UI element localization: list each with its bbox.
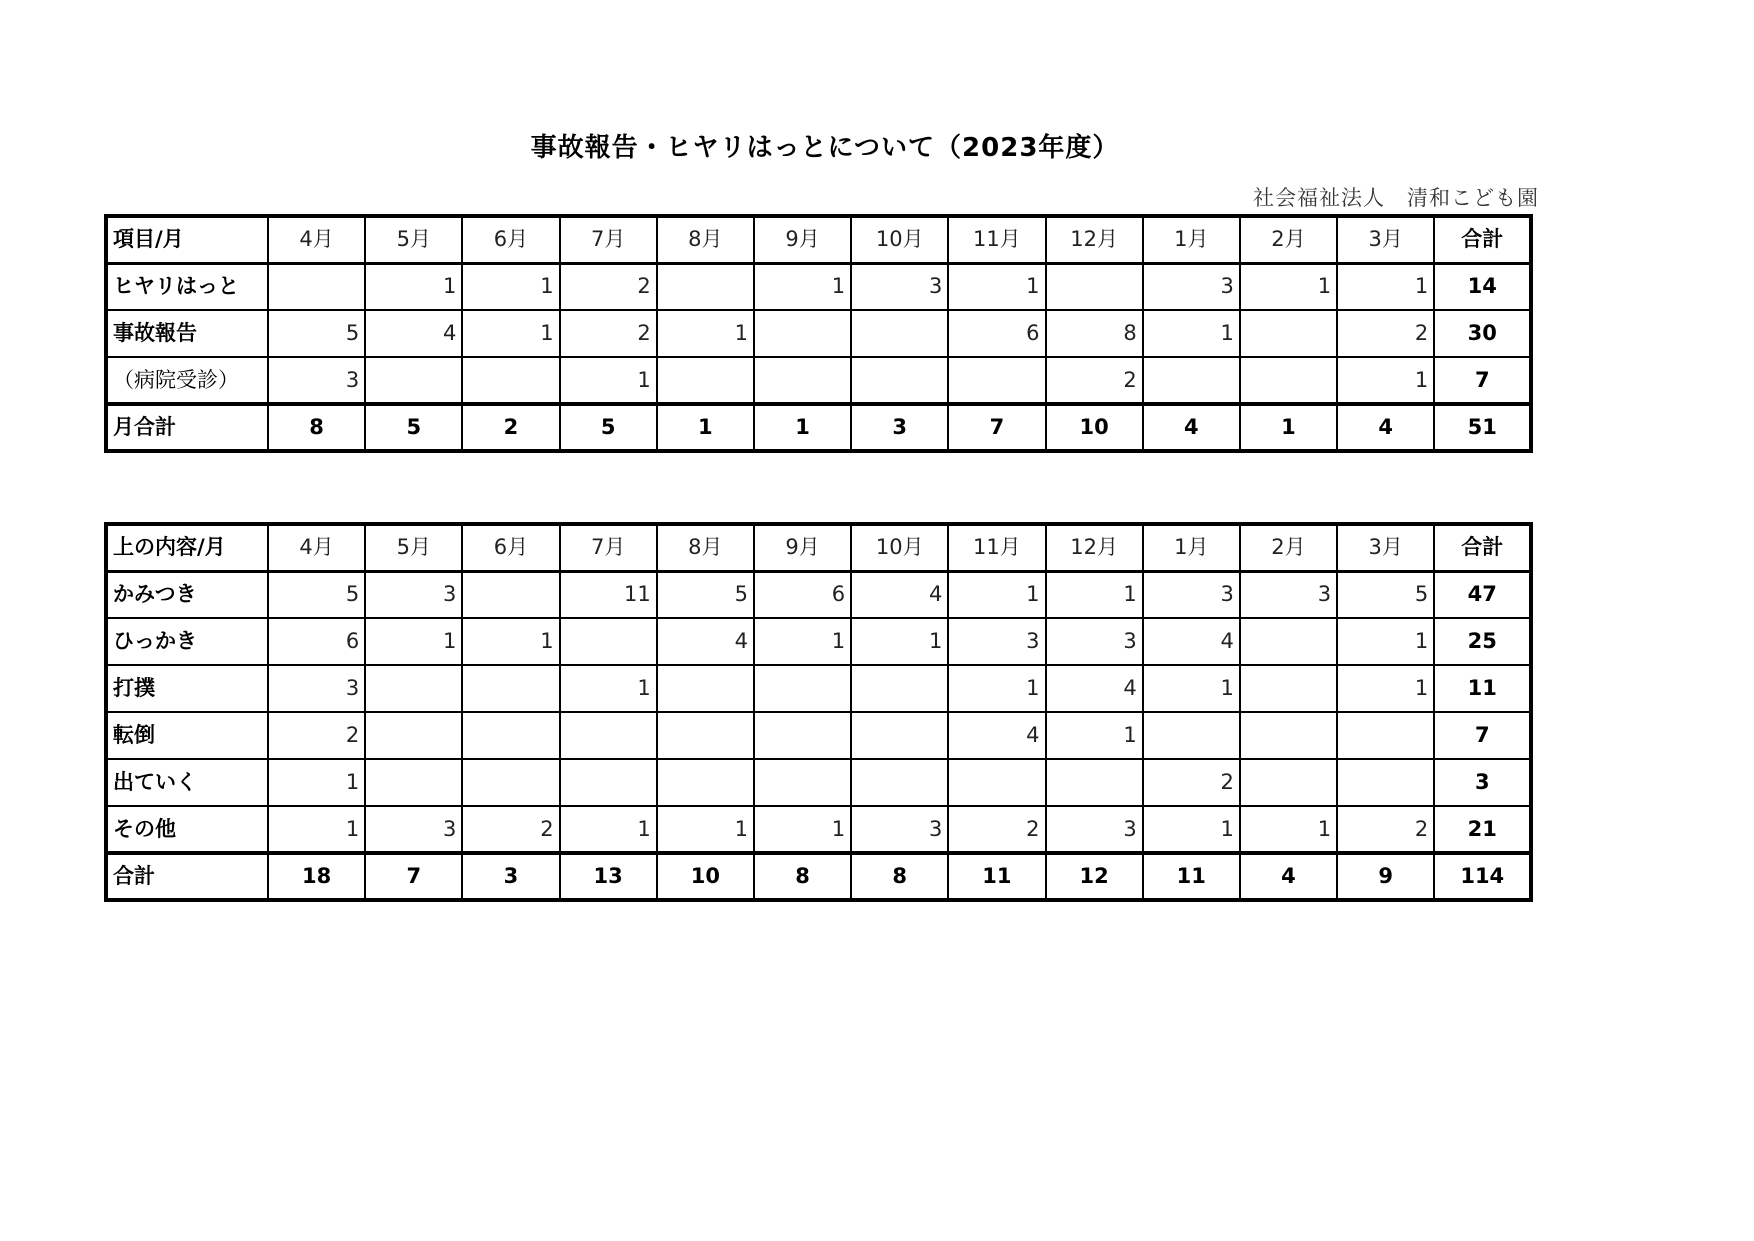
month-header-cell: 7月 — [560, 524, 657, 571]
value-cell — [365, 759, 462, 806]
header-label-cell: 項目/月 — [106, 216, 268, 263]
month-total-cell: 7 — [365, 853, 462, 900]
value-cell: 3 — [1240, 571, 1337, 618]
table-row — [106, 806, 1531, 853]
row-total-cell: 47 — [1434, 571, 1531, 618]
value-cell — [851, 310, 948, 357]
month-total-cell: 1 — [754, 404, 851, 451]
value-cell: 1 — [365, 263, 462, 310]
incident-detail-table — [104, 522, 1533, 902]
value-cell — [657, 263, 754, 310]
value-cell — [851, 759, 948, 806]
row-label-cell: かみつき — [106, 571, 268, 618]
value-cell — [851, 665, 948, 712]
sum-header-cell: 合計 — [1434, 524, 1531, 571]
value-cell — [1337, 759, 1434, 806]
value-cell — [1046, 263, 1143, 310]
month-header-cell: 9月 — [754, 216, 851, 263]
month-header-cell: 7月 — [560, 216, 657, 263]
value-cell: 4 — [851, 571, 948, 618]
sum-header-cell: 合計 — [1434, 216, 1531, 263]
month-total-cell: 12 — [1046, 853, 1143, 900]
value-cell: 2 — [1143, 759, 1240, 806]
table-row — [106, 263, 1531, 310]
month-header-cell: 6月 — [462, 524, 559, 571]
value-cell: 3 — [365, 806, 462, 853]
month-header-cell: 10月 — [851, 524, 948, 571]
value-cell: 1 — [1240, 806, 1337, 853]
value-cell: 2 — [268, 712, 365, 759]
month-total-cell: 13 — [560, 853, 657, 900]
row-total-cell: 7 — [1434, 357, 1531, 404]
row-label-cell: 事故報告 — [106, 310, 268, 357]
organization-name: 社会福祉法人 清和こども園 — [1253, 186, 1539, 210]
month-header-cell: 4月 — [268, 216, 365, 263]
value-cell: 1 — [948, 665, 1045, 712]
row-total-cell: 25 — [1434, 618, 1531, 665]
month-header-cell: 11月 — [948, 524, 1045, 571]
value-cell: 1 — [1046, 712, 1143, 759]
value-cell: 3 — [1143, 263, 1240, 310]
value-cell: 1 — [851, 618, 948, 665]
month-total-cell: 11 — [1143, 853, 1240, 900]
value-cell — [948, 357, 1045, 404]
value-cell: 1 — [268, 806, 365, 853]
row-label-cell: （病院受診） — [106, 357, 268, 404]
value-cell — [851, 357, 948, 404]
value-cell: 3 — [948, 618, 1045, 665]
value-cell: 3 — [1046, 618, 1143, 665]
value-cell: 8 — [1046, 310, 1143, 357]
value-cell — [560, 759, 657, 806]
value-cell: 1 — [657, 806, 754, 853]
value-cell: 1 — [1337, 357, 1434, 404]
table-row — [106, 712, 1531, 759]
row-total-cell: 14 — [1434, 263, 1531, 310]
value-cell: 1 — [948, 571, 1045, 618]
month-header-cell: 8月 — [657, 524, 754, 571]
month-total-cell: 1 — [657, 404, 754, 451]
value-cell — [560, 618, 657, 665]
month-header-cell: 2月 — [1240, 524, 1337, 571]
page-title: 事故報告・ヒヤリはっとについて（2023年度） — [530, 133, 1120, 163]
row-label-cell: 打撲 — [106, 665, 268, 712]
value-cell — [754, 357, 851, 404]
value-cell: 3 — [268, 665, 365, 712]
table-row — [106, 618, 1531, 665]
value-cell — [1240, 759, 1337, 806]
row-total-cell: 21 — [1434, 806, 1531, 853]
value-cell — [754, 665, 851, 712]
table-row — [106, 665, 1531, 712]
value-cell: 2 — [462, 806, 559, 853]
month-total-cell: 8 — [268, 404, 365, 451]
grand-total-cell: 114 — [1434, 853, 1531, 900]
month-total-cell: 4 — [1337, 404, 1434, 451]
value-cell: 2 — [1046, 357, 1143, 404]
table-header-row — [106, 216, 1531, 263]
table-header-row — [106, 524, 1531, 571]
header-label-cell: 上の内容/月 — [106, 524, 268, 571]
month-total-cell: 10 — [657, 853, 754, 900]
value-cell: 5 — [268, 310, 365, 357]
value-cell: 3 — [851, 806, 948, 853]
value-cell: 1 — [754, 618, 851, 665]
month-header-cell: 1月 — [1143, 524, 1240, 571]
value-cell — [1240, 618, 1337, 665]
total-row — [106, 404, 1531, 451]
month-total-cell: 4 — [1240, 853, 1337, 900]
month-total-cell: 11 — [948, 853, 1045, 900]
value-cell: 3 — [365, 571, 462, 618]
month-header-cell: 1月 — [1143, 216, 1240, 263]
row-label-cell: 出ていく — [106, 759, 268, 806]
total-label-cell: 月合計 — [106, 404, 268, 451]
value-cell — [560, 712, 657, 759]
month-total-cell: 3 — [462, 853, 559, 900]
row-label-cell: ひっかき — [106, 618, 268, 665]
incident-summary-table — [104, 214, 1533, 453]
value-cell — [1337, 712, 1434, 759]
month-header-cell: 12月 — [1046, 216, 1143, 263]
value-cell: 1 — [657, 310, 754, 357]
value-cell — [268, 263, 365, 310]
row-label-cell: その他 — [106, 806, 268, 853]
value-cell — [1046, 759, 1143, 806]
value-cell: 4 — [657, 618, 754, 665]
value-cell: 11 — [560, 571, 657, 618]
month-header-cell: 9月 — [754, 524, 851, 571]
row-total-cell: 11 — [1434, 665, 1531, 712]
value-cell — [1240, 665, 1337, 712]
month-total-cell: 8 — [754, 853, 851, 900]
value-cell — [948, 759, 1045, 806]
value-cell: 2 — [948, 806, 1045, 853]
value-cell: 1 — [1337, 618, 1434, 665]
value-cell: 5 — [1337, 571, 1434, 618]
value-cell: 1 — [560, 806, 657, 853]
value-cell — [1240, 712, 1337, 759]
value-cell: 1 — [462, 618, 559, 665]
value-cell: 3 — [1143, 571, 1240, 618]
month-header-cell: 3月 — [1337, 524, 1434, 571]
value-cell: 2 — [560, 263, 657, 310]
value-cell: 5 — [657, 571, 754, 618]
month-header-cell: 8月 — [657, 216, 754, 263]
value-cell: 1 — [754, 806, 851, 853]
row-label-cell: 転倒 — [106, 712, 268, 759]
value-cell: 1 — [1143, 310, 1240, 357]
value-cell — [754, 759, 851, 806]
value-cell — [851, 712, 948, 759]
month-total-cell: 5 — [365, 404, 462, 451]
value-cell — [1240, 310, 1337, 357]
table-row — [106, 759, 1531, 806]
month-header-cell: 5月 — [365, 524, 462, 571]
value-cell: 1 — [268, 759, 365, 806]
value-cell: 1 — [1143, 665, 1240, 712]
month-total-cell: 2 — [462, 404, 559, 451]
value-cell — [462, 665, 559, 712]
total-row — [106, 853, 1531, 900]
value-cell: 1 — [462, 310, 559, 357]
row-total-cell: 30 — [1434, 310, 1531, 357]
value-cell — [657, 712, 754, 759]
value-cell — [754, 310, 851, 357]
value-cell: 1 — [1240, 263, 1337, 310]
value-cell — [462, 759, 559, 806]
value-cell: 1 — [462, 263, 559, 310]
value-cell: 1 — [948, 263, 1045, 310]
grand-total-cell: 51 — [1434, 404, 1531, 451]
month-header-cell: 12月 — [1046, 524, 1143, 571]
table-row — [106, 357, 1531, 404]
month-header-cell: 10月 — [851, 216, 948, 263]
value-cell: 1 — [365, 618, 462, 665]
total-label-cell: 合計 — [106, 853, 268, 900]
month-header-cell: 11月 — [948, 216, 1045, 263]
value-cell: 4 — [1046, 665, 1143, 712]
month-header-cell: 6月 — [462, 216, 559, 263]
value-cell — [365, 357, 462, 404]
value-cell: 1 — [560, 357, 657, 404]
month-total-cell: 5 — [560, 404, 657, 451]
month-total-cell: 7 — [948, 404, 1045, 451]
value-cell — [657, 665, 754, 712]
value-cell — [462, 357, 559, 404]
month-header-cell: 4月 — [268, 524, 365, 571]
value-cell: 3 — [268, 357, 365, 404]
value-cell: 3 — [851, 263, 948, 310]
value-cell — [754, 712, 851, 759]
value-cell: 2 — [1337, 806, 1434, 853]
value-cell — [462, 571, 559, 618]
value-cell: 4 — [365, 310, 462, 357]
month-total-cell: 3 — [851, 404, 948, 451]
table-row — [106, 310, 1531, 357]
value-cell — [1240, 357, 1337, 404]
table-row — [106, 571, 1531, 618]
value-cell: 1 — [754, 263, 851, 310]
row-total-cell: 7 — [1434, 712, 1531, 759]
row-total-cell: 3 — [1434, 759, 1531, 806]
month-total-cell: 4 — [1143, 404, 1240, 451]
value-cell — [657, 759, 754, 806]
value-cell: 6 — [948, 310, 1045, 357]
month-total-cell: 10 — [1046, 404, 1143, 451]
value-cell: 1 — [1143, 806, 1240, 853]
value-cell: 4 — [1143, 618, 1240, 665]
value-cell: 1 — [1337, 665, 1434, 712]
value-cell — [1143, 712, 1240, 759]
value-cell: 3 — [1046, 806, 1143, 853]
month-total-cell: 8 — [851, 853, 948, 900]
value-cell — [657, 357, 754, 404]
month-total-cell: 9 — [1337, 853, 1434, 900]
row-label-cell: ヒヤリはっと — [106, 263, 268, 310]
month-total-cell: 18 — [268, 853, 365, 900]
value-cell: 2 — [560, 310, 657, 357]
value-cell: 1 — [1337, 263, 1434, 310]
value-cell — [365, 712, 462, 759]
month-header-cell: 5月 — [365, 216, 462, 263]
value-cell: 2 — [1337, 310, 1434, 357]
value-cell: 5 — [268, 571, 365, 618]
month-header-cell: 3月 — [1337, 216, 1434, 263]
value-cell: 6 — [268, 618, 365, 665]
value-cell: 1 — [560, 665, 657, 712]
value-cell: 1 — [1046, 571, 1143, 618]
month-header-cell: 2月 — [1240, 216, 1337, 263]
value-cell — [365, 665, 462, 712]
value-cell: 4 — [948, 712, 1045, 759]
value-cell: 6 — [754, 571, 851, 618]
value-cell — [1143, 357, 1240, 404]
month-total-cell: 1 — [1240, 404, 1337, 451]
value-cell — [462, 712, 559, 759]
